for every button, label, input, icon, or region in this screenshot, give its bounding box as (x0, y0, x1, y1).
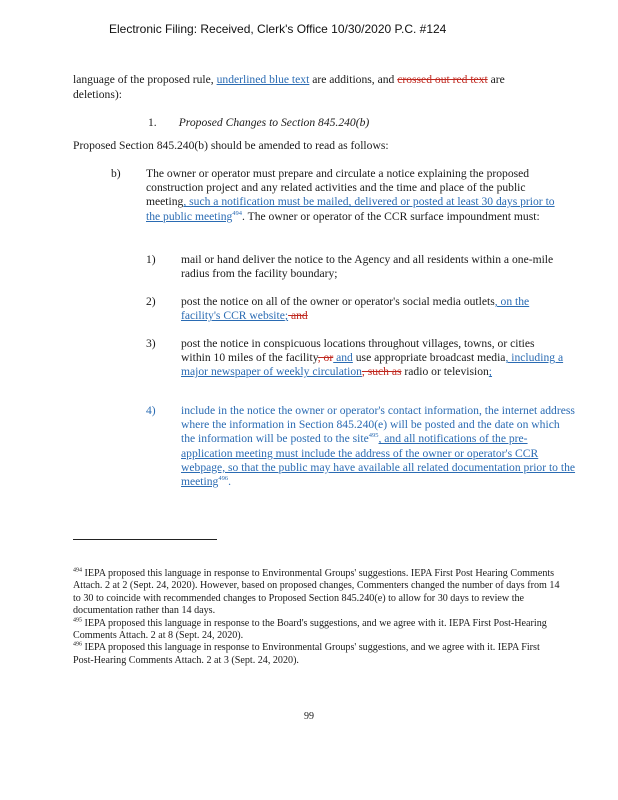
footnote-divider (73, 539, 217, 540)
item-3-text: post the notice in conspicuous locations throughout villages, towns, or cities within 10 miles of the facility, or and use appropriate broadcast media, including a major newspaper of weekly circulation, such as radio or television; (181, 337, 564, 379)
deleted-text-sample: crossed out red text (397, 73, 488, 86)
item-4-number: 4) (146, 404, 156, 417)
added-text: , on the facility's CCR website (181, 295, 530, 323)
intro-paragraph: language of the proposed rule, underlined blue text are additions, and crossed out red text are deletions): (73, 73, 505, 101)
section-subheading: 1. Proposed Changes to Section 845.240(b) (148, 116, 370, 129)
item-2-number: 2) (146, 295, 156, 308)
added-text: , such a notification must be mailed, delivered or posted at least 30 days prior to the public meeting (146, 195, 555, 223)
page-number: 99 (304, 711, 314, 722)
subheading-title: Proposed Changes to Section 845.240(b) (178, 116, 370, 129)
filing-header: Electronic Filing: Received, Clerk's Office 10/30/2020 P.C. #124 (109, 22, 447, 36)
item-3-number: 3) (146, 337, 156, 350)
deleted-text: and (288, 309, 308, 323)
footnotes (73, 568, 563, 667)
paragraph-b-label: b) (111, 167, 121, 180)
added-text: , including a major newspaper of weekly circulation (181, 351, 564, 379)
added-text-sample: underlined blue text (216, 73, 310, 86)
footnote-494: $^{494}$ IEPA proposed this language in response to Environmental Groups' suggestions. IEPA First Post Hearing Comments Attach. 2 at 2 (Sept. 24, 2020). However, based on proposed changes, Commenters changed the number of days from 14 to 30 to coincide with recommended changes to Proposed Section 845.240(e) to allow for 30 days to review the documentation rather than 14 days. (73, 567, 560, 617)
item-1-number: 1) (146, 253, 156, 266)
proposed-section-line: Proposed Section 845.240(b) should be amended to read as follows: (73, 139, 389, 152)
deleted-text: , such as (361, 365, 402, 379)
added-text: and (333, 351, 353, 365)
item-4-text: include in the notice the owner or operator's contact information, the internet address where the information in Section 845.240(e) will be posted and the date on which the information will be posted to the site$^{495}$, and all notifications of the pre-application meeting must include the address of the owner or operator's CCR webpage, so that the public may have available all related documentation prior to the meeting$^{496}$. (181, 404, 576, 489)
footnote-495: $^{495}$ IEPA proposed this language in response to the Board's suggestions, and we agree with it. IEPA First Post-Hearing Comments Attach. 2 at 8 (Sept. 24, 2020). (73, 617, 547, 642)
footnote-ref-495: 495 (368, 432, 379, 440)
footnote-ref-496: 496 (218, 475, 229, 483)
item-2-text: post the notice on all of the owner or operator's social media outlets, on the facility's CCR website; and (181, 295, 530, 323)
footnote-496: $^{496}$ IEPA proposed this language in response to Environmental Groups' suggestions, and we agree with it. IEPA First Post-Hearing Comments Attach. 2 at 3 (Sept. 24, 2020). (73, 642, 540, 666)
paragraph-b-text: The owner or operator must prepare and circulate a notice explaining the proposed construction project and any related activities and the time and place of the public meeting, such a notification must be mailed, delivered or posted at least 30 days prior to the public meeting$^{494}$. The owner or operator of the CCR surface impoundment must: (146, 167, 555, 223)
footnote-ref-494: 494 (232, 209, 243, 217)
item-1-text: mail or hand deliver the notice to the Agency and all residents within a one-mile radius from the facility boundary; (181, 253, 554, 281)
deleted-text: , or (317, 351, 334, 365)
